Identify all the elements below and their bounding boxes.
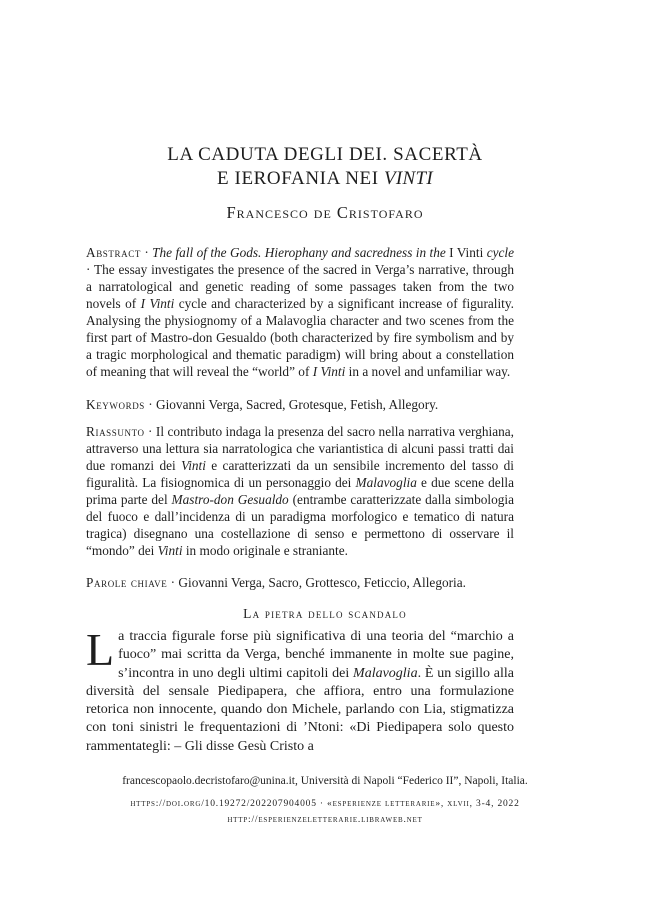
body-text-1: a traccia figurale forse più significativa di una teoria del “marchio a fuoco” mai scritta da Verga, benché immanente in molte sue pagine, s’incontra in uno degli ultimi capitoli dei [118, 629, 514, 681]
abstract-label: Abstract [86, 245, 141, 260]
riassunto-italic-3: Mastro-don Gesualdo [171, 492, 289, 507]
riassunto-label: Riassunto [86, 424, 145, 439]
title-text: E IEROFANIA NEI [216, 168, 385, 189]
riassunto-italic-1: Vinti [181, 458, 206, 473]
riassunto-text-4: (entrambe caratterizzate dalla simbologia del fuoco e dall’incidenza di un paradigma morfologico e tematico di natura tragica) disegnano una costellazione di senso e permettono di osservare il “mondo” dei [86, 492, 514, 558]
riassunto-paragraph [86, 423, 514, 559]
body-italic-1: Malavoglia [353, 665, 418, 681]
body-paragraph [86, 624, 514, 756]
title-italic: VINTI [384, 168, 434, 189]
abstract-paragraph [86, 244, 514, 380]
website-line: http://esperienzeletterarie.libraweb.net [227, 815, 423, 825]
keywords-line [86, 396, 514, 413]
riassunto-text-1: · Il contributo indaga la presenza del sacro nella narrativa verghiana, attraverso una lettura sia narratologica che variantistica di alcuni passi tratti dai due romanzi dei [86, 424, 514, 473]
author-affiliation-footnote: francescopaolo.decristofaro@unina.it, Università di Napoli “Federico II”, Napoli, Italia. [122, 775, 528, 787]
parole-chiave-line [86, 574, 514, 591]
doi-line: https://doi.org/10.19272/202207904005 · «esperienze letterarie», xlvii, 3-4, 2022 [130, 799, 520, 809]
riassunto-text-2: e caratterizzati da un sensibile incremento del tasso di figuralità. La fisiognomica di un personaggio dei [86, 458, 514, 490]
parole-chiave-text: · Giovanni Verga, Sacro, Grottesco, Feticcio, Allegoria. [167, 575, 466, 590]
abstract-italic-2: I Vinti [312, 364, 346, 379]
parole-chiave-label: Parole chiave [86, 575, 168, 590]
keywords-text: · Giovanni Verga, Sacred, Grotesque, Fetish, Allegory. [144, 397, 439, 412]
article-title-line-2 [0, 168, 650, 190]
body-text-2: . È un sigillo alla diversità del sensale Piedipapera, che affiora, entro una formulazione retorica non innocente, quando don Michele, parlando con Lia, stigmatizza con toni sinistri le frequentazioni di ’Ntoni: «Di Piedipapera solo questo rammentategli: – Gli disse Gesù Cristo a [86, 665, 514, 754]
riassunto-text-3: e due scene della prima parte del [86, 475, 514, 507]
riassunto-italic-4: Vinti [157, 543, 183, 558]
author-name: Francesco de Cristofaro [226, 203, 424, 222]
riassunto-text-5: in modo originale e straniante. [182, 543, 348, 558]
abstract-sep: · [140, 245, 153, 260]
abstract-text-2: cycle and characterized by a significant increase of figurality. Analysing the physiognomy of a Malavoglia character and two scenes from the first part of Mastro-don Gesualdo (both characterized by fire symbolism and by a tragic morphological and thematic paradigm) will bring about a constellation of meaning that will reveal the “world” of [86, 296, 514, 379]
abstract-text-3: in a novel and unfamiliar way. [345, 364, 511, 379]
article-title-line-1: LA CADUTA DEGLI DEI. SACERTÀ [167, 144, 483, 165]
section-heading: La pietra dello scandalo [243, 606, 407, 621]
abstract-title-roman: I Vinti [445, 245, 487, 260]
drop-cap: L [86, 624, 115, 675]
keywords-label: Keywords [86, 397, 145, 412]
riassunto-italic-2: Malavoglia [355, 475, 417, 490]
abstract-text-1: · The essay investigates the presence of the sacred in Verga’s narrative, through a narratological and genetic reading of some passages taken from the two novels of [86, 262, 514, 311]
abstract-title-italic: The fall of the Gods. Hierophany and sacredness in the [152, 245, 446, 260]
abstract-title-end: cycle [486, 245, 514, 260]
abstract-italic-1: I Vinti [140, 296, 175, 311]
